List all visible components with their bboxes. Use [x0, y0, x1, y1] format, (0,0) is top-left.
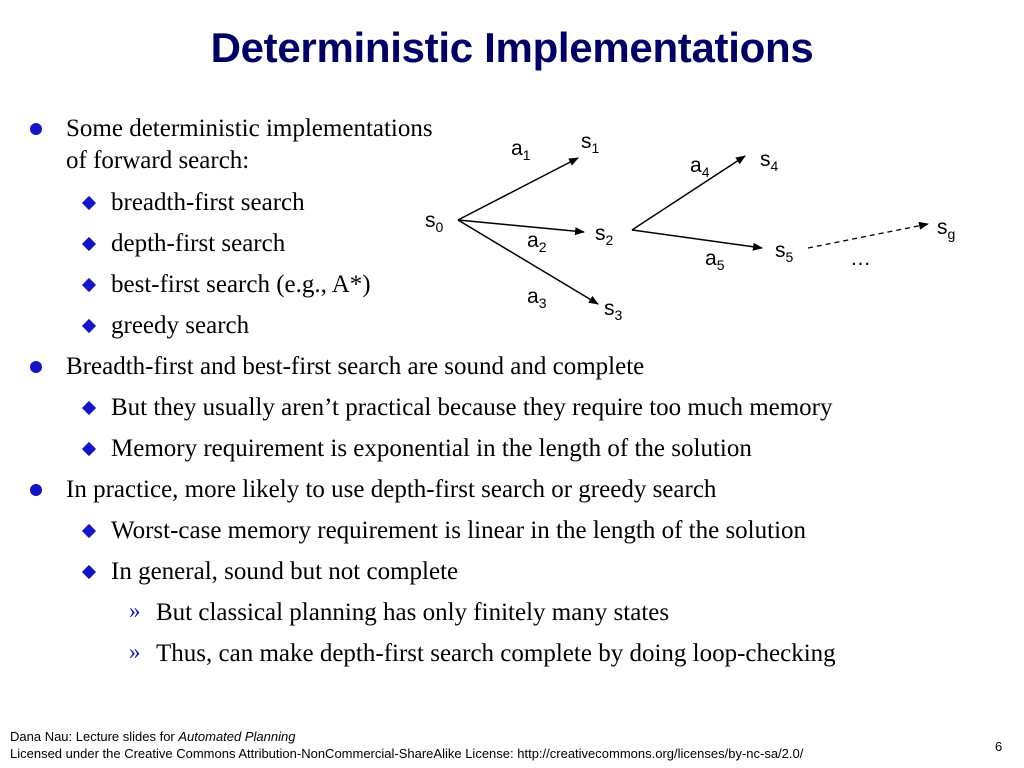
diamond-bullet-icon	[82, 442, 96, 456]
state-s5: $s_5$	[775, 239, 794, 265]
edge-to-goal	[808, 224, 928, 248]
state-s3: $s_3$	[604, 297, 623, 323]
subsub-bullet-text: But classical planning has only finitely many states	[156, 599, 670, 626]
edge-a2	[458, 220, 584, 232]
slide-title: Deterministic Implementations	[210, 24, 814, 71]
footer-book-title: Automated Planning	[178, 729, 296, 744]
action-a1: $a_1$	[511, 137, 531, 163]
bullet-text: Breadth-first and best-first search are sound and complete	[66, 353, 645, 380]
action-a4: $a_4$	[690, 154, 710, 180]
action-a3: $a_3$	[527, 285, 547, 311]
bullet-text: Some deterministic implementations	[66, 115, 433, 142]
subsub-bullet-marker: »	[129, 598, 141, 623]
diamond-bullet-icon	[82, 565, 96, 579]
diamond-bullet-icon	[82, 278, 96, 292]
sub-bullet-text: greedy search	[111, 312, 250, 339]
diamond-bullet-icon	[82, 524, 96, 538]
sub-bullet-text: Memory requirement is exponential in the length of the solution	[111, 435, 752, 462]
search-tree-diagram	[400, 120, 980, 340]
sub-bullet-text: breadth-first search	[111, 189, 305, 216]
diamond-bullet-icon	[82, 319, 96, 333]
state-s4: $s_4$	[760, 148, 779, 174]
action-a2: $a_2$	[527, 229, 547, 255]
state-s1: $s_1$	[581, 130, 600, 156]
bullet-text: of forward search:	[66, 147, 250, 174]
state-sg: $s_g$	[937, 216, 956, 242]
footer-license: Licensed under the Creative Commons Attribution-NonCommercial-ShareAlike License: http://creativecommons.org/licenses/by-nc-sa/2.0/	[10, 746, 804, 761]
diamond-bullet-icon	[82, 401, 96, 415]
state-s2: $s_2$	[595, 222, 614, 248]
sub-bullet-text: depth-first search	[111, 230, 286, 257]
bullet-dot-icon	[30, 361, 42, 373]
edge-a4	[632, 156, 745, 230]
bullet-dot-icon	[30, 123, 42, 135]
sub-bullet-text: In general, sound but not complete	[111, 558, 459, 585]
ellipsis: …	[850, 247, 871, 270]
edge-a5	[632, 230, 762, 248]
subsub-bullet-marker: »	[129, 639, 141, 664]
diamond-bullet-icon	[82, 196, 96, 210]
edge-a1	[458, 158, 578, 220]
diamond-bullet-icon	[82, 237, 96, 251]
state-s0: $s_0$	[425, 209, 444, 235]
footer-attribution	[10, 729, 295, 744]
page-number: 6	[995, 739, 1003, 754]
sub-bullet-text: But they usually aren’t practical because they require too much memory	[111, 394, 833, 421]
action-a5: $a_5$	[705, 247, 725, 273]
bullet-dot-icon	[30, 484, 42, 496]
sub-bullet-text: Worst-case memory requirement is linear in the length of the solution	[111, 517, 807, 544]
footer-author: Dana Nau: Lecture slides for	[10, 729, 179, 744]
sub-bullet-text: best-first search (e.g., A*)	[111, 271, 371, 298]
bullet-text: In practice, more likely to use depth-first search or greedy search	[66, 476, 717, 503]
subsub-bullet-text: Thus, can make depth-first search complete by doing loop-checking	[156, 640, 836, 667]
